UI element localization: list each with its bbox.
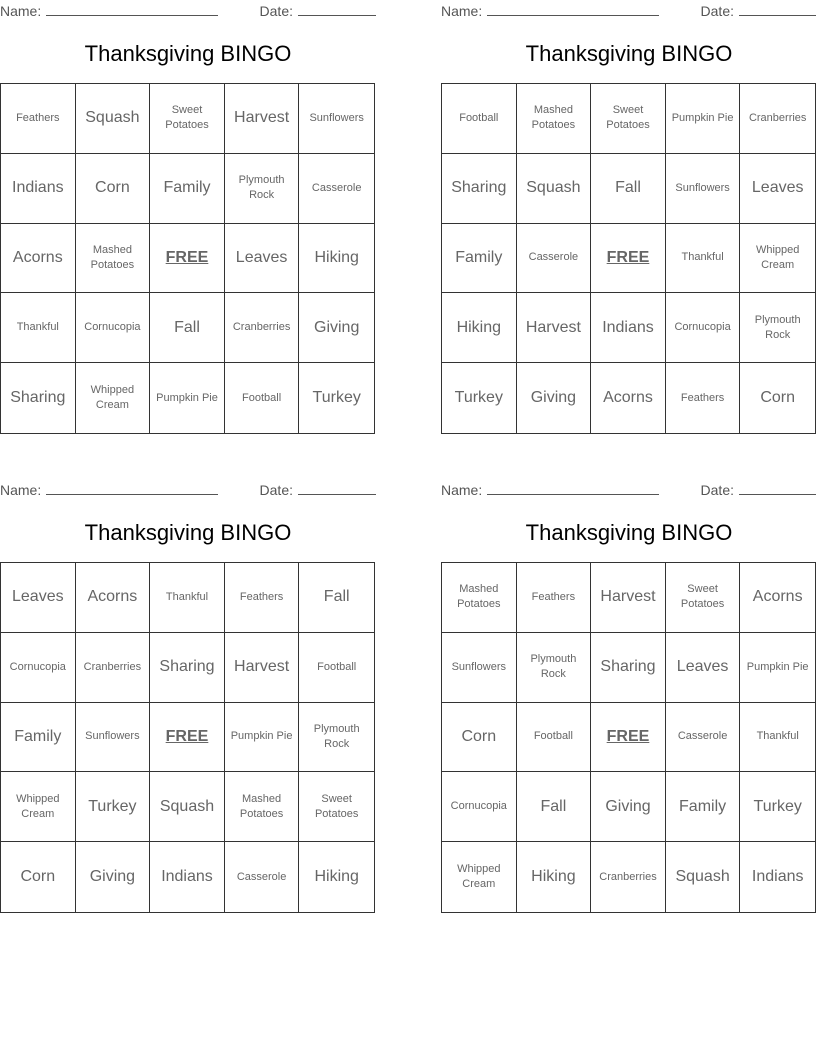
bingo-cell: Cornucopia [666, 293, 741, 363]
bingo-cell: Casserole [517, 224, 592, 294]
bingo-cell: Cornucopia [76, 293, 151, 363]
name-blank [487, 481, 659, 495]
bingo-cell: Sweet Potatoes [299, 772, 374, 842]
bingo-cell: Football [517, 703, 592, 773]
bingo-cell: Harvest [591, 563, 666, 633]
date-label: Date: [700, 482, 734, 498]
bingo-cell: Harvest [225, 633, 300, 703]
bingo-cell: Cornucopia [442, 772, 517, 842]
bingo-cell: Thankful [740, 703, 815, 773]
bingo-cell: Squash [76, 84, 151, 154]
bingo-cell: Sunflowers [76, 703, 151, 773]
bingo-cell: Cornucopia [1, 633, 76, 703]
name-blank [46, 2, 218, 16]
bingo-cell: Giving [517, 363, 592, 433]
bingo-card [0, 479, 376, 919]
bingo-cell: Sharing [442, 154, 517, 224]
bingo-card [441, 0, 816, 440]
bingo-cell: Plymouth Rock [517, 633, 592, 703]
bingo-cell: Harvest [225, 84, 300, 154]
bingo-cell: Whipped Cream [740, 224, 815, 294]
bingo-cell: Cranberries [76, 633, 151, 703]
bingo-cell: Sunflowers [666, 154, 741, 224]
free-space: FREE [591, 224, 666, 294]
card-header [0, 481, 376, 499]
bingo-cell: Hiking [442, 293, 517, 363]
bingo-cell: Family [150, 154, 225, 224]
bingo-cell: Family [666, 772, 741, 842]
bingo-cell: Hiking [299, 224, 374, 294]
bingo-cell: Hiking [517, 842, 592, 912]
bingo-cell: Corn [1, 842, 76, 912]
bingo-cell: Feathers [666, 363, 741, 433]
bingo-cell: Feathers [517, 563, 592, 633]
bingo-cell: Cranberries [225, 293, 300, 363]
bingo-cell: Fall [517, 772, 592, 842]
bingo-cell: Pumpkin Pie [150, 363, 225, 433]
bingo-cell: Football [299, 633, 374, 703]
name-blank [487, 2, 659, 16]
bingo-cell: Indians [1, 154, 76, 224]
bingo-cell: Giving [299, 293, 374, 363]
date-blank [739, 481, 816, 495]
bingo-cell: Mashed Potatoes [442, 563, 517, 633]
bingo-cell: Casserole [225, 842, 300, 912]
bingo-cell: Football [442, 84, 517, 154]
card-header [441, 481, 816, 499]
bingo-card [0, 0, 376, 440]
bingo-cell: Leaves [666, 633, 741, 703]
bingo-cell: Sweet Potatoes [666, 563, 741, 633]
card-title: Thanksgiving BINGO [525, 41, 733, 66]
bingo-cell: Turkey [442, 363, 517, 433]
card-header [441, 2, 816, 20]
bingo-cell: Acorns [591, 363, 666, 433]
bingo-cell: Casserole [666, 703, 741, 773]
date-blank [298, 481, 376, 495]
card-title: Thanksgiving BINGO [525, 520, 733, 545]
bingo-cell: Squash [517, 154, 592, 224]
bingo-cell: Leaves [740, 154, 815, 224]
bingo-cell: Pumpkin Pie [225, 703, 300, 773]
bingo-cell: Indians [150, 842, 225, 912]
bingo-cell: Sharing [1, 363, 76, 433]
name-label: Name: [441, 482, 483, 498]
bingo-cell: Mashed Potatoes [517, 84, 592, 154]
card-header [0, 2, 376, 20]
bingo-cell: Leaves [1, 563, 76, 633]
bingo-cell: Fall [299, 563, 374, 633]
bingo-grid [0, 562, 375, 913]
bingo-cell: Plymouth Rock [299, 703, 374, 773]
bingo-cell: Thankful [150, 563, 225, 633]
bingo-card [441, 479, 816, 919]
bingo-cell: Sunflowers [299, 84, 374, 154]
date-label: Date: [259, 3, 293, 19]
bingo-cell: Harvest [517, 293, 592, 363]
bingo-cell: Squash [666, 842, 741, 912]
bingo-cell: Sharing [591, 633, 666, 703]
bingo-cell: Indians [751, 868, 804, 886]
bingo-cell: Feathers [1, 84, 76, 154]
bingo-cell: Pumpkin Pie [666, 84, 741, 154]
free-space: FREE [591, 703, 666, 773]
bingo-cell: Turkey [76, 772, 151, 842]
bingo-cell: Leaves [225, 224, 300, 294]
bingo-cell: Thankful [666, 224, 741, 294]
bingo-cell: Whipped Cream [1, 772, 76, 842]
bingo-cell: Feathers [225, 563, 300, 633]
bingo-cell: Squash [150, 772, 225, 842]
bingo-cell: Sweet Potatoes [591, 84, 666, 154]
bingo-cell: Corn [760, 389, 796, 407]
bingo-cell: Corn [76, 154, 151, 224]
bingo-cell: Cranberries [591, 842, 666, 912]
bingo-cell: Casserole [299, 154, 374, 224]
free-space: FREE [150, 703, 225, 773]
card-title: Thanksgiving BINGO [84, 520, 292, 545]
date-blank [739, 2, 816, 16]
name-blank [46, 481, 218, 495]
bingo-cell: Family [1, 703, 76, 773]
bingo-cell: Sunflowers [442, 633, 517, 703]
bingo-cell: Family [442, 224, 517, 294]
bingo-cell: Hiking [314, 868, 359, 886]
bingo-cell: Acorns [740, 563, 815, 633]
bingo-cell: Acorns [1, 224, 76, 294]
bingo-cell: Football [225, 363, 300, 433]
bingo-grid [441, 562, 816, 913]
bingo-cell: Mashed Potatoes [225, 772, 300, 842]
bingo-cell: Giving [591, 772, 666, 842]
name-label: Name: [0, 3, 42, 19]
bingo-cell: Thankful [1, 293, 76, 363]
bingo-cell: Fall [150, 293, 225, 363]
bingo-cell: Mashed Potatoes [76, 224, 151, 294]
date-blank [298, 2, 376, 16]
bingo-cell: Corn [442, 703, 517, 773]
free-space: FREE [150, 224, 225, 294]
bingo-grid [441, 83, 816, 434]
bingo-cell: Sharing [150, 633, 225, 703]
bingo-cell: Turkey [740, 772, 815, 842]
bingo-cell: Fall [591, 154, 666, 224]
bingo-cell: Plymouth Rock [740, 293, 815, 363]
name-label: Name: [0, 482, 42, 498]
bingo-cell: Giving [76, 842, 151, 912]
bingo-cell: Indians [591, 293, 666, 363]
date-label: Date: [259, 482, 293, 498]
date-label: Date: [700, 3, 734, 19]
bingo-cell: Whipped Cream [442, 842, 517, 912]
name-label: Name: [441, 3, 483, 19]
bingo-grid [0, 83, 375, 434]
bingo-cell: Pumpkin Pie [740, 633, 815, 703]
bingo-cell: Turkey [312, 389, 361, 407]
bingo-cell: Cranberries [740, 84, 815, 154]
bingo-cell: Sweet Potatoes [150, 84, 225, 154]
bingo-cell: Acorns [76, 563, 151, 633]
bingo-cell: Plymouth Rock [225, 154, 300, 224]
bingo-cell: Whipped Cream [76, 363, 151, 433]
card-title: Thanksgiving BINGO [84, 41, 292, 66]
